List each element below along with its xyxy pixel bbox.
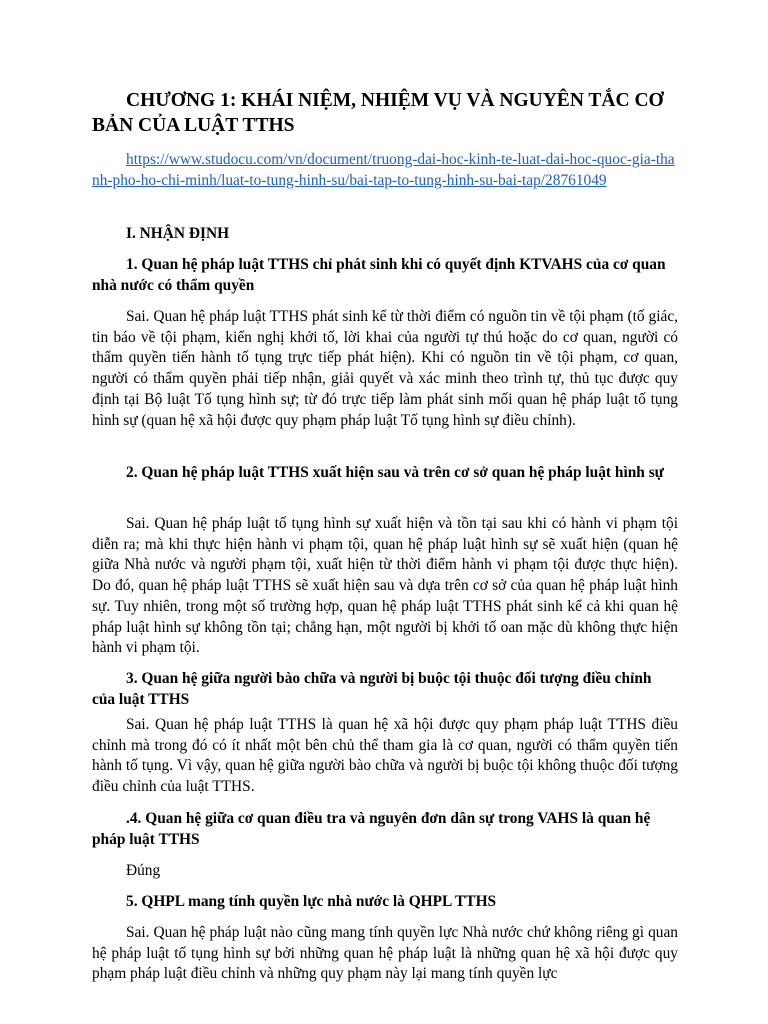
source-link[interactable]: https://www.studocu.com/vn/document/truong-dai-hoc-kinh-te-luat-dai-hoc-quoc-gia-thanh-pho-ho-chi-minh/luat-to-tung-hinh-su/bai-tap-to-tung-hinh-su-bai-tap/28761049 — [92, 151, 675, 189]
question-5: 5. QHPL mang tính quyền lực nhà nước là QHPL TTHS — [126, 893, 497, 910]
question-3: 3. Quan hệ giữa người bào chữa và người bị buộc tội thuộc đối tượng điều chỉnh của luật TTHS — [92, 670, 652, 708]
answer-4: Đúng — [126, 862, 161, 879]
question-1: 1. Quan hệ pháp luật TTHS chỉ phát sinh khi có quyết định KTVAHS của cơ quan nhà nước có thẩm quyền — [92, 256, 666, 294]
question-4: .4. Quan hệ giữa cơ quan điều tra và nguyên đơn dân sự trong VAHS là quan hệ pháp luật TTHS — [92, 810, 651, 848]
answer-5: Sai. Quan hệ pháp luật nào cũng mang tính quyền lực Nhà nước chứ không riêng gì quan hệ pháp luật tố tụng hình sự bởi những quan hệ pháp luật là những quan hệ xã hội được quy phạm pháp luật điều chỉnh và những quy phạm này lại mang tính quyền lực — [92, 924, 678, 983]
section-heading: I. NHẬN ĐỊNH — [126, 225, 230, 242]
answer-1: Sai. Quan hệ pháp luật TTHS phát sinh kể từ thời điểm có nguồn tin về tội phạm (tố giác, tin báo về tội phạm, kiến nghị khởi tố, lời khai của người tự thú hoặc do cơ quan, người có thẩm quyền tiến hành tố tụng trực tiếp phát hiện). Khi có nguồn tin về tội phạm, cơ quan, người có thẩm quyền phải tiếp nhận, giải quyết và xác minh theo trình tự, thủ tục được quy định tại Bộ luật Tố tụng hình sự; từ đó trực tiếp làm phát sinh mối quan hệ pháp luật tố tụng hình sự (quan hệ xã hội được quy phạm pháp luật Tố tụng hình sự điều chỉnh). — [92, 308, 678, 429]
answer-3: Sai. Quan hệ pháp luật TTHS là quan hệ xã hội được quy phạm pháp luật TTHS điều chỉnh mà trong đó có ít nhất một bên chủ thể tham gia là cơ quan, người có thẩm quyền tiến hành tố tụng. Vì vậy, quan hệ giữa người bào chữa và người bị buộc tội không thuộc đối tượng điều chỉnh của luật TTHS. — [92, 716, 678, 796]
answer-2: Sai. Quan hệ pháp luật tố tụng hình sự xuất hiện và tồn tại sau khi có hành vi phạm tội diễn ra; mà khi thực hiện hành vi phạm tội, quan hệ pháp luật hình sự sẽ xuất hiện (quan hệ giữa Nhà nước và người phạm tội, xuất hiện từ thời điểm hành vi phạm tội được thực hiện). Do đó, quan hệ pháp luật TTHS sẽ xuất hiện sau và dựa trên cơ sở của quan hệ pháp luật hình sự. Tuy nhiên, trong một số trường hợp, quan hệ pháp luật TTHS phát sinh kể cả khi quan hệ pháp luật hình sự không tồn tại; chẳng hạn, một người bị khởi tố oan mặc dù không thực hiện hành vi phạm tội. — [92, 515, 678, 657]
chapter-title: CHƯƠNG 1: KHÁI NIỆM, NHIỆM VỤ VÀ NGUYÊN TẮC CƠ BẢN CỦA LUẬT TTHS — [92, 90, 664, 136]
question-2: 2. Quan hệ pháp luật TTHS xuất hiện sau và trên cơ sở quan hệ pháp luật hình sự — [126, 464, 664, 481]
